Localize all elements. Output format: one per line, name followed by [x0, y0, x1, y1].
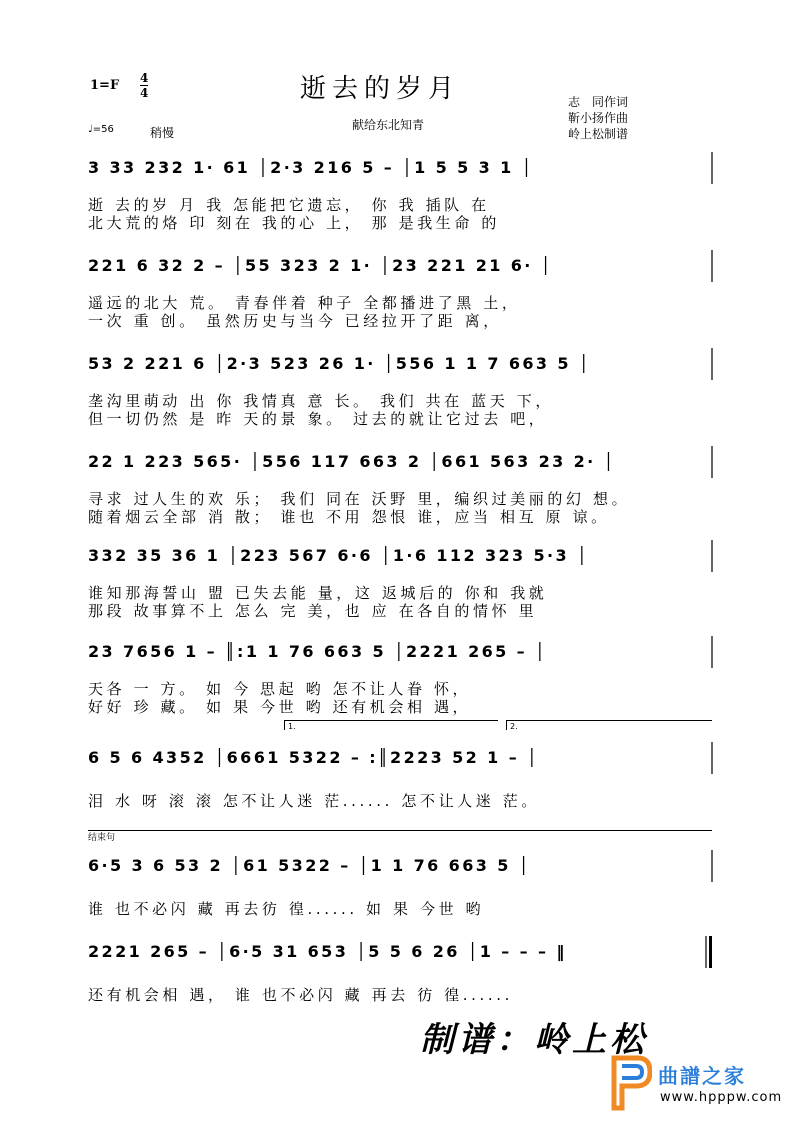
arranger-credit: 岭上松制谱 — [568, 127, 629, 141]
tempo-marking: ♩=56 — [88, 124, 114, 135]
notation-line: 3 33 232 1· 61 │2·3 216 5 – │1 5 5 3 1 │ — [88, 158, 534, 177]
lyric-line-1: 遥远的北大 荒。 青春伴着 种子 全都播进了黑 土， — [88, 294, 521, 312]
lyric-line-1: 垄沟里萌动 出 你 我情真 意 长。 我们 共在 蓝天 下， — [88, 392, 554, 410]
second-ending-label: 2. — [510, 722, 518, 731]
final-barline-thick — [709, 936, 712, 968]
lyric-line-1: 泪 水 呀 滚 滚 怎不让人迷 茫...... 怎不让人迷 茫。 — [88, 792, 540, 810]
notation-line: 6·5 3 6 53 2 │61 5322 – │1 1 76 663 5 │ — [88, 856, 531, 875]
notation-line: 23 7656 1 – ║:1 1 76 663 5 │2221 265 – │ — [88, 642, 548, 661]
lyric-line-1: 谁 也不必闪 藏 再去彷 徨...... 如 果 今世 哟 — [88, 900, 485, 918]
lyric-line-2: 一次 重 创。 虽然历史与当今 已经拉开了距 离， — [88, 312, 502, 330]
notation-line: 6 5 6 4352 │6661 5322 – :║2223 52 1 – │ — [88, 748, 540, 767]
arranger-signature: 制谱：岭上松 — [420, 1020, 648, 1060]
lyric-line-1: 还有机会相 遇， 谁 也不必闪 藏 再去 彷 徨...... — [88, 986, 513, 1004]
coda-label: 结束句 — [88, 833, 116, 843]
page-title: 逝去的岁月 — [300, 74, 461, 104]
lyric-line-2: 那段 故事算不上 怎么 完 美，也 应 在各自的情怀 里 — [88, 602, 538, 620]
lyric-line-2: 随着烟云全部 消 散； 谁也 不用 怨恨 谁，应当 相互 原 谅。 — [88, 508, 610, 526]
dedication: 献给东北知青 — [352, 118, 425, 132]
lyric-line-1: 寻求 过人生的欢 乐； 我们 同在 沃野 里，编织过美丽的幻 想。 — [88, 490, 631, 508]
notation-line: 221 6 32 2 – │55 323 2 1· │23 221 21 6· │ — [88, 256, 553, 275]
lyric-line-2: 但一切仍然 是 昨 天的景 象。 过去的就让它过去 吧， — [88, 410, 548, 428]
composer-credit: 靳小扬作曲 — [568, 111, 629, 125]
lyric-line-2: 北大荒的烙 印 刻在 我的心 上， 那 是我生命 的 — [88, 214, 500, 232]
notation-line: 53 2 221 6 │2·3 523 26 1· │556 1 1 7 663 5 │ — [88, 354, 591, 373]
lyric-line-1: 谁知那海誓山 盟 已失去能 量，这 返城后的 你和 我就 — [88, 584, 548, 602]
key-signature: 1=F — [90, 78, 120, 93]
lyric-line-1: 天各 一 方。 如 今 思起 哟 怎不让人眷 怀， — [88, 680, 472, 698]
time-signature-bottom: 4 — [140, 86, 149, 100]
logo-name: 曲譜之家 — [658, 1064, 746, 1088]
lyric-line-1: 逝 去的岁 月 我 怎能把它遗忘， 你 我 插队 在 — [88, 196, 490, 214]
notation-line: 22 1 223 565· │556 117 663 2 │661 563 23 2· │ — [88, 452, 616, 471]
first-ending-label: 1. — [288, 722, 296, 731]
tempo-text: 稍慢 — [150, 126, 175, 140]
lyric-line-2: 好好 珍 藏。 如 果 今世 哟 还有机会相 遇， — [88, 698, 472, 716]
notation-line: 2221 265 – │6·5 31 653 │5 5 6 26 │1 – – – ‖ — [88, 942, 567, 961]
logo-url: www.hpppw.com — [660, 1090, 783, 1105]
notation-line: 332 35 36 1 │223 567 6·6 │1·6 112 323 5·3 │ — [88, 546, 590, 565]
lyricist-credit: 志 同作词 — [568, 95, 629, 109]
time-signature-top: 4 — [140, 71, 149, 85]
